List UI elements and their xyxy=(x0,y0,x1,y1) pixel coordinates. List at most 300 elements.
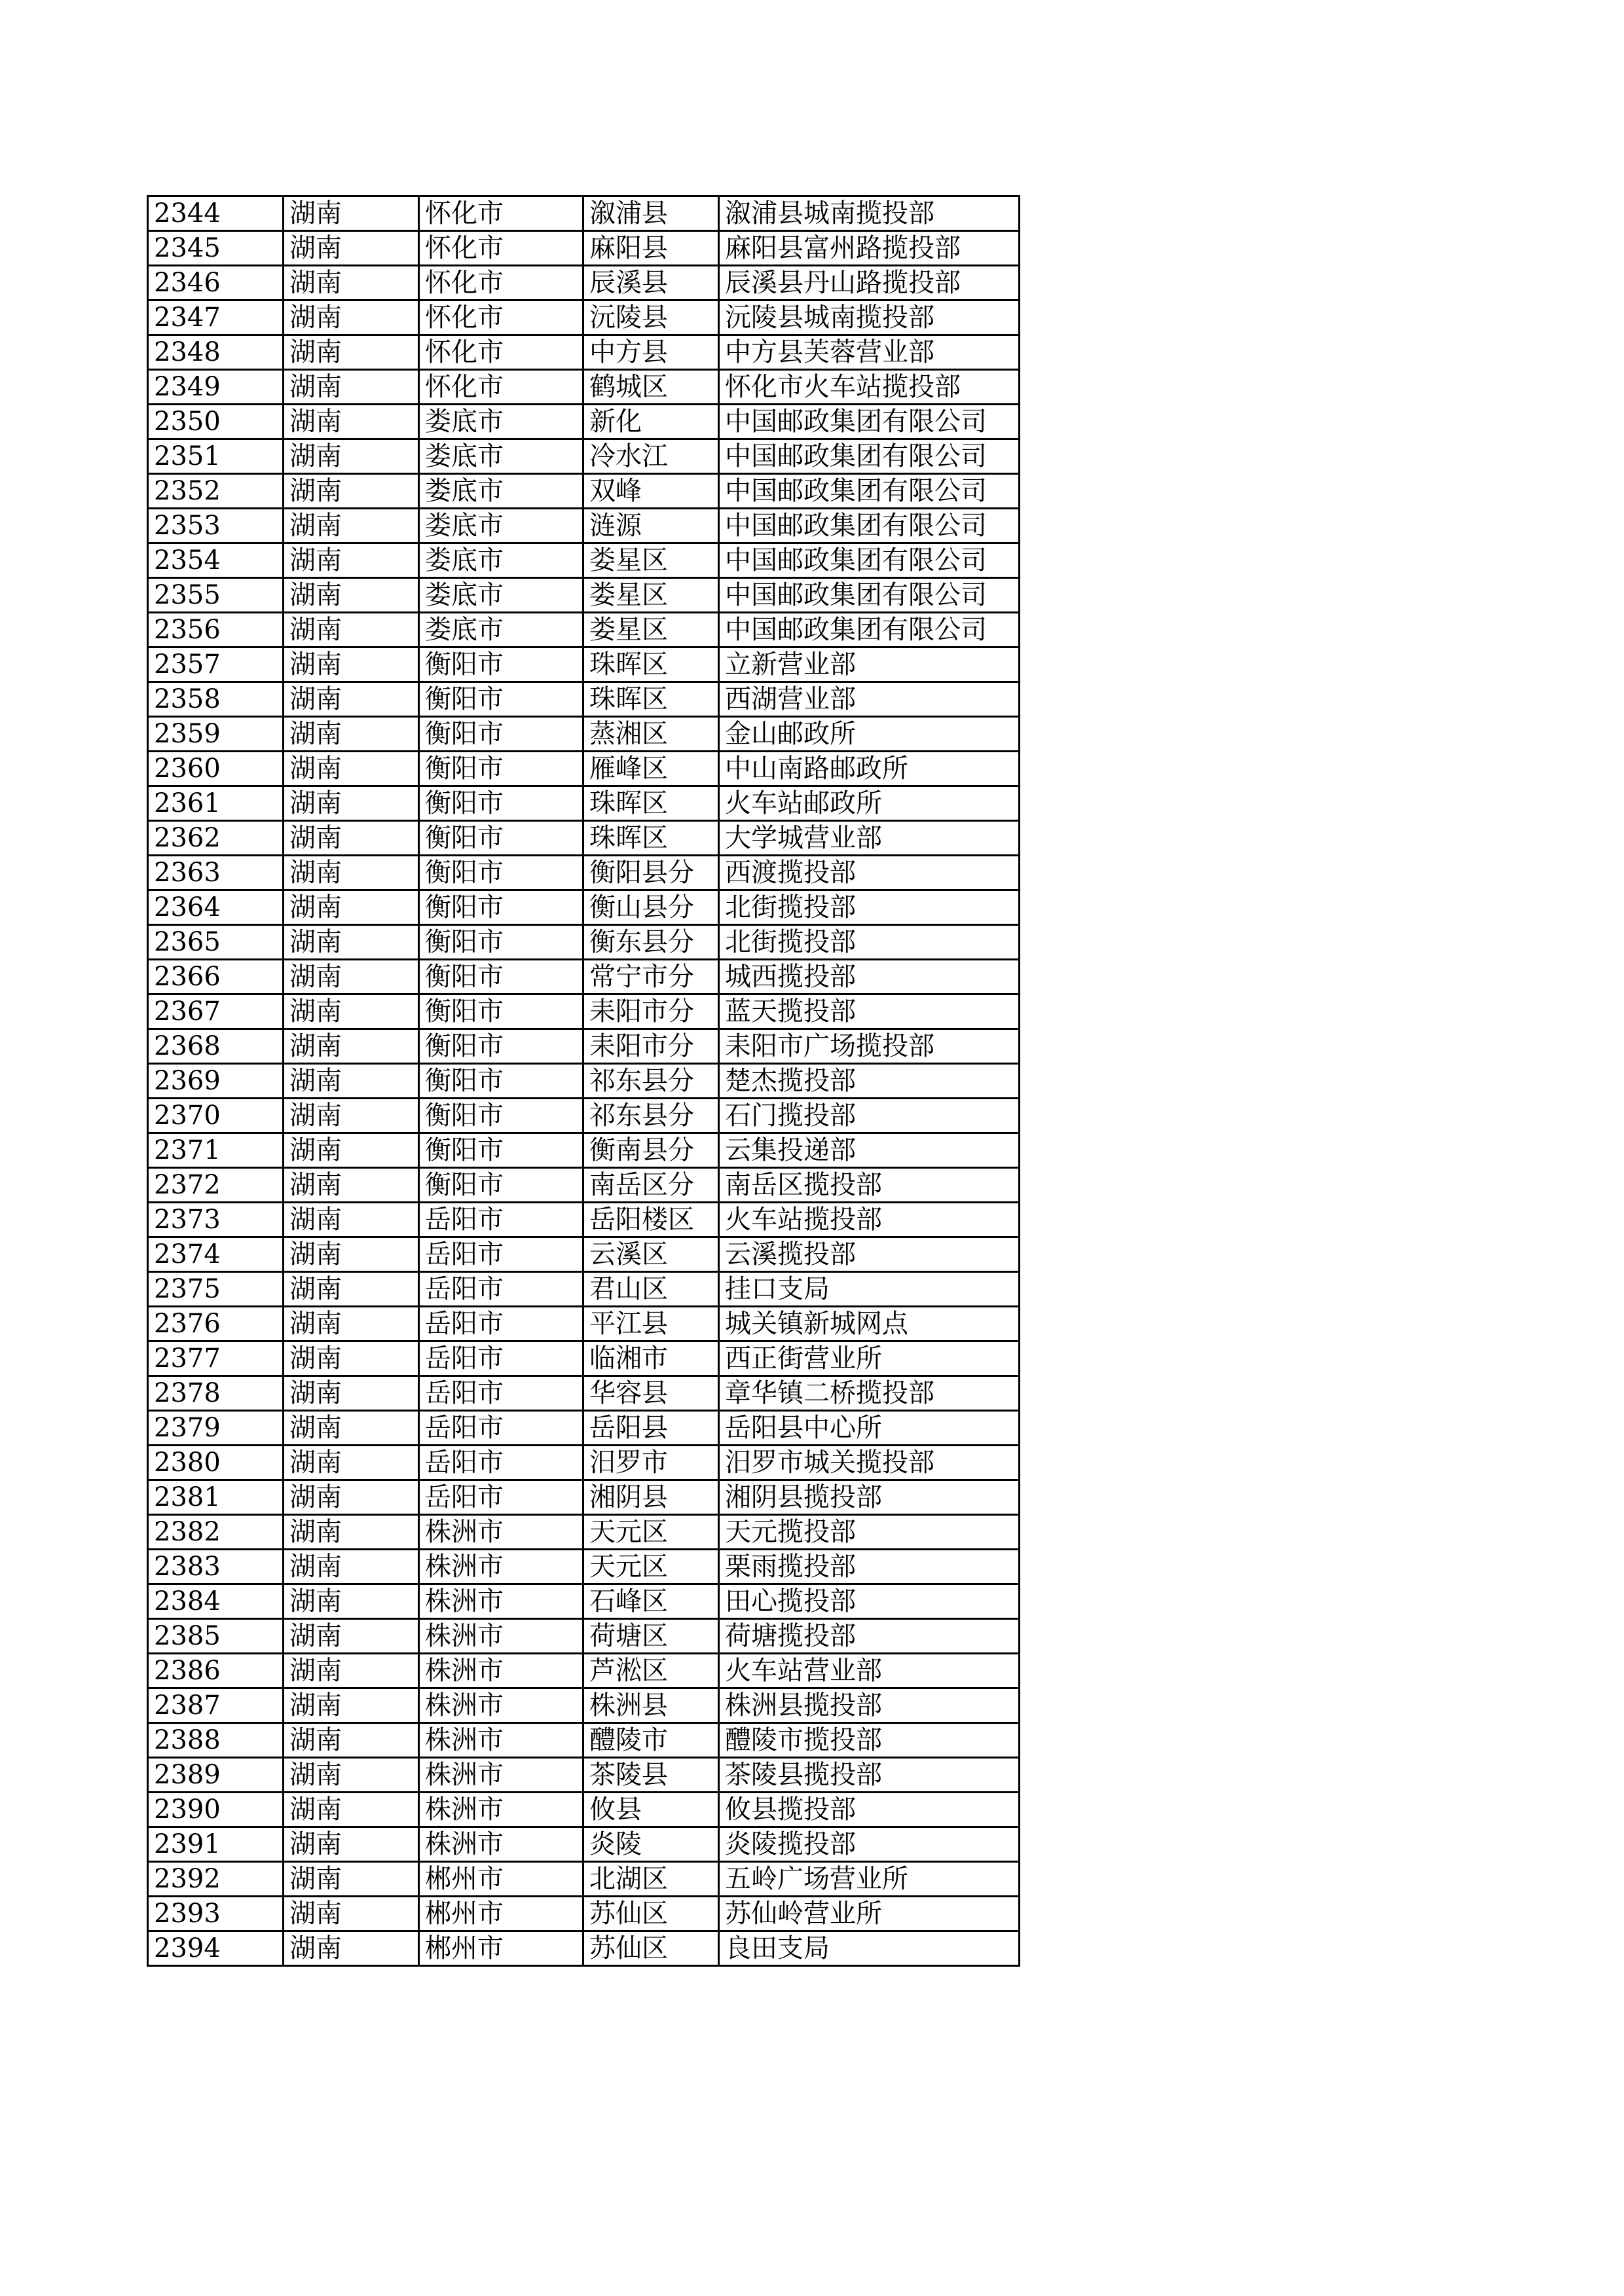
cell-city: 株洲市 xyxy=(419,1654,583,1688)
cell-id: 2356 xyxy=(148,613,284,647)
cell-province: 湖南 xyxy=(284,578,419,613)
cell-province: 湖南 xyxy=(284,266,419,301)
cell-district: 芦淞区 xyxy=(583,1654,719,1688)
cell-city: 衡阳市 xyxy=(419,1133,583,1168)
cell-district: 荷塘区 xyxy=(583,1619,719,1654)
cell-district: 双峰 xyxy=(583,474,719,509)
cell-id: 2390 xyxy=(148,1793,284,1827)
table-row xyxy=(148,231,1020,266)
cell-id: 2360 xyxy=(148,752,284,786)
cell-id: 2350 xyxy=(148,405,284,439)
cell-office: 岳阳县中心所 xyxy=(719,1411,1020,1446)
cell-city: 娄底市 xyxy=(419,474,583,509)
cell-district: 辰溪县 xyxy=(583,266,719,301)
cell-city: 衡阳市 xyxy=(419,1029,583,1064)
cell-province: 湖南 xyxy=(284,752,419,786)
cell-id: 2347 xyxy=(148,301,284,335)
cell-office: 怀化市火车站揽投部 xyxy=(719,370,1020,405)
cell-district: 君山区 xyxy=(583,1272,719,1307)
cell-city: 岳阳市 xyxy=(419,1237,583,1272)
cell-district: 新化 xyxy=(583,405,719,439)
table-row xyxy=(148,786,1020,821)
cell-city: 株洲市 xyxy=(419,1550,583,1584)
cell-city: 怀化市 xyxy=(419,301,583,335)
table-row xyxy=(148,647,1020,682)
cell-province: 湖南 xyxy=(284,890,419,925)
table-row xyxy=(148,1584,1020,1619)
cell-office: 章华镇二桥揽投部 xyxy=(719,1376,1020,1411)
cell-province: 湖南 xyxy=(284,1550,419,1584)
cell-office: 麻阳县富州路揽投部 xyxy=(719,231,1020,266)
table-row xyxy=(148,960,1020,994)
cell-province: 湖南 xyxy=(284,856,419,890)
cell-province: 湖南 xyxy=(284,474,419,509)
table-row xyxy=(148,1897,1020,1931)
cell-district: 天元区 xyxy=(583,1550,719,1584)
cell-office: 中国邮政集团有限公司 xyxy=(719,405,1020,439)
cell-id: 2392 xyxy=(148,1862,284,1897)
cell-office: 株洲县揽投部 xyxy=(719,1688,1020,1723)
cell-office: 楚杰揽投部 xyxy=(719,1064,1020,1099)
cell-city: 株洲市 xyxy=(419,1827,583,1862)
cell-city: 怀化市 xyxy=(419,266,583,301)
cell-city: 岳阳市 xyxy=(419,1376,583,1411)
table-row xyxy=(148,613,1020,647)
cell-province: 湖南 xyxy=(284,301,419,335)
table-row xyxy=(148,717,1020,752)
cell-city: 岳阳市 xyxy=(419,1307,583,1341)
cell-id: 2353 xyxy=(148,509,284,543)
cell-office: 南岳区揽投部 xyxy=(719,1168,1020,1203)
cell-province: 湖南 xyxy=(284,231,419,266)
table-row xyxy=(148,543,1020,578)
cell-city: 株洲市 xyxy=(419,1584,583,1619)
cell-city: 株洲市 xyxy=(419,1793,583,1827)
cell-office: 中国邮政集团有限公司 xyxy=(719,578,1020,613)
cell-city: 衡阳市 xyxy=(419,1168,583,1203)
cell-district: 衡阳县分 xyxy=(583,856,719,890)
table-row xyxy=(148,821,1020,856)
cell-province: 湖南 xyxy=(284,1307,419,1341)
cell-city: 株洲市 xyxy=(419,1758,583,1793)
cell-province: 湖南 xyxy=(284,370,419,405)
cell-id: 2363 xyxy=(148,856,284,890)
table-row xyxy=(148,1341,1020,1376)
cell-office: 火车站营业部 xyxy=(719,1654,1020,1688)
cell-district: 珠晖区 xyxy=(583,786,719,821)
cell-city: 岳阳市 xyxy=(419,1272,583,1307)
cell-province: 湖南 xyxy=(284,335,419,370)
cell-id: 2362 xyxy=(148,821,284,856)
cell-id: 2349 xyxy=(148,370,284,405)
cell-district: 衡山县分 xyxy=(583,890,719,925)
table-row xyxy=(148,925,1020,960)
cell-id: 2381 xyxy=(148,1480,284,1515)
table-row xyxy=(148,439,1020,474)
cell-district: 冷水江 xyxy=(583,439,719,474)
cell-district: 岳阳楼区 xyxy=(583,1203,719,1237)
cell-office: 蓝天揽投部 xyxy=(719,994,1020,1029)
cell-city: 株洲市 xyxy=(419,1723,583,1758)
cell-id: 2387 xyxy=(148,1688,284,1723)
cell-province: 湖南 xyxy=(284,1064,419,1099)
cell-office: 苏仙岭营业所 xyxy=(719,1897,1020,1931)
table-row xyxy=(148,405,1020,439)
table-row xyxy=(148,682,1020,717)
cell-province: 湖南 xyxy=(284,543,419,578)
cell-city: 衡阳市 xyxy=(419,717,583,752)
cell-city: 衡阳市 xyxy=(419,925,583,960)
cell-office: 五岭广场营业所 xyxy=(719,1862,1020,1897)
cell-district: 岳阳县 xyxy=(583,1411,719,1446)
cell-city: 郴州市 xyxy=(419,1897,583,1931)
table-row xyxy=(148,752,1020,786)
cell-city: 郴州市 xyxy=(419,1931,583,1966)
data-table xyxy=(147,195,1020,1967)
cell-office: 云集投递部 xyxy=(719,1133,1020,1168)
cell-office: 天元揽投部 xyxy=(719,1515,1020,1550)
cell-id: 2393 xyxy=(148,1897,284,1931)
cell-office: 中国邮政集团有限公司 xyxy=(719,613,1020,647)
cell-office: 火车站邮政所 xyxy=(719,786,1020,821)
cell-district: 株洲县 xyxy=(583,1688,719,1723)
cell-id: 2382 xyxy=(148,1515,284,1550)
table-row xyxy=(148,196,1020,231)
cell-district: 南岳区分 xyxy=(583,1168,719,1203)
cell-office: 醴陵市揽投部 xyxy=(719,1723,1020,1758)
cell-city: 衡阳市 xyxy=(419,821,583,856)
cell-province: 湖南 xyxy=(284,1619,419,1654)
cell-district: 云溪区 xyxy=(583,1237,719,1272)
cell-district: 常宁市分 xyxy=(583,960,719,994)
cell-city: 岳阳市 xyxy=(419,1480,583,1515)
cell-province: 湖南 xyxy=(284,196,419,231)
cell-office: 中国邮政集团有限公司 xyxy=(719,439,1020,474)
cell-office: 田心揽投部 xyxy=(719,1584,1020,1619)
cell-province: 湖南 xyxy=(284,1168,419,1203)
cell-id: 2378 xyxy=(148,1376,284,1411)
cell-office: 中山南路邮政所 xyxy=(719,752,1020,786)
cell-id: 2354 xyxy=(148,543,284,578)
cell-district: 鹤城区 xyxy=(583,370,719,405)
cell-id: 2359 xyxy=(148,717,284,752)
table-row xyxy=(148,1619,1020,1654)
cell-district: 茶陵县 xyxy=(583,1758,719,1793)
cell-district: 麻阳县 xyxy=(583,231,719,266)
cell-city: 衡阳市 xyxy=(419,960,583,994)
cell-id: 2369 xyxy=(148,1064,284,1099)
cell-district: 衡东县分 xyxy=(583,925,719,960)
cell-district: 平江县 xyxy=(583,1307,719,1341)
cell-district: 攸县 xyxy=(583,1793,719,1827)
cell-province: 湖南 xyxy=(284,1897,419,1931)
cell-province: 湖南 xyxy=(284,1341,419,1376)
cell-district: 珠晖区 xyxy=(583,821,719,856)
cell-office: 大学城营业部 xyxy=(719,821,1020,856)
cell-id: 2351 xyxy=(148,439,284,474)
cell-district: 天元区 xyxy=(583,1515,719,1550)
table-row xyxy=(148,1203,1020,1237)
cell-office: 辰溪县丹山路揽投部 xyxy=(719,266,1020,301)
cell-province: 湖南 xyxy=(284,1758,419,1793)
cell-province: 湖南 xyxy=(284,1515,419,1550)
cell-id: 2376 xyxy=(148,1307,284,1341)
cell-city: 怀化市 xyxy=(419,370,583,405)
table-row xyxy=(148,1688,1020,1723)
cell-district: 雁峰区 xyxy=(583,752,719,786)
cell-province: 湖南 xyxy=(284,1376,419,1411)
cell-city: 怀化市 xyxy=(419,335,583,370)
cell-city: 怀化市 xyxy=(419,231,583,266)
cell-id: 2358 xyxy=(148,682,284,717)
cell-city: 怀化市 xyxy=(419,196,583,231)
cell-office: 沅陵县城南揽投部 xyxy=(719,301,1020,335)
cell-province: 湖南 xyxy=(284,1793,419,1827)
cell-district: 祁东县分 xyxy=(583,1099,719,1133)
table-row xyxy=(148,266,1020,301)
cell-district: 珠晖区 xyxy=(583,647,719,682)
cell-office: 西湖营业部 xyxy=(719,682,1020,717)
cell-province: 湖南 xyxy=(284,613,419,647)
cell-id: 2394 xyxy=(148,1931,284,1966)
cell-id: 2391 xyxy=(148,1827,284,1862)
cell-province: 湖南 xyxy=(284,960,419,994)
cell-office: 石门揽投部 xyxy=(719,1099,1020,1133)
table-row xyxy=(148,1411,1020,1446)
cell-province: 湖南 xyxy=(284,509,419,543)
cell-office: 云溪揽投部 xyxy=(719,1237,1020,1272)
cell-province: 湖南 xyxy=(284,1237,419,1272)
cell-city: 娄底市 xyxy=(419,543,583,578)
table-row xyxy=(148,301,1020,335)
cell-city: 衡阳市 xyxy=(419,856,583,890)
cell-office: 中国邮政集团有限公司 xyxy=(719,543,1020,578)
cell-city: 娄底市 xyxy=(419,613,583,647)
cell-office: 中方县芙蓉营业部 xyxy=(719,335,1020,370)
cell-province: 湖南 xyxy=(284,647,419,682)
cell-province: 湖南 xyxy=(284,925,419,960)
cell-office: 良田支局 xyxy=(719,1931,1020,1966)
cell-province: 湖南 xyxy=(284,1723,419,1758)
cell-province: 湖南 xyxy=(284,821,419,856)
cell-id: 2357 xyxy=(148,647,284,682)
cell-id: 2375 xyxy=(148,1272,284,1307)
cell-district: 炎陵 xyxy=(583,1827,719,1862)
cell-province: 湖南 xyxy=(284,1654,419,1688)
cell-city: 娄底市 xyxy=(419,578,583,613)
cell-id: 2388 xyxy=(148,1723,284,1758)
cell-district: 临湘市 xyxy=(583,1341,719,1376)
cell-office: 炎陵揽投部 xyxy=(719,1827,1020,1862)
cell-province: 湖南 xyxy=(284,1827,419,1862)
cell-office: 挂口支局 xyxy=(719,1272,1020,1307)
cell-id: 2373 xyxy=(148,1203,284,1237)
cell-id: 2370 xyxy=(148,1099,284,1133)
cell-province: 湖南 xyxy=(284,786,419,821)
cell-office: 中国邮政集团有限公司 xyxy=(719,474,1020,509)
cell-city: 娄底市 xyxy=(419,405,583,439)
cell-office: 城关镇新城网点 xyxy=(719,1307,1020,1341)
cell-office: 立新营业部 xyxy=(719,647,1020,682)
table-row xyxy=(148,1550,1020,1584)
cell-id: 2367 xyxy=(148,994,284,1029)
cell-office: 北街揽投部 xyxy=(719,925,1020,960)
cell-district: 耒阳市分 xyxy=(583,1029,719,1064)
cell-id: 2374 xyxy=(148,1237,284,1272)
table-row xyxy=(148,1758,1020,1793)
cell-id: 2368 xyxy=(148,1029,284,1064)
cell-district: 苏仙区 xyxy=(583,1931,719,1966)
cell-province: 湖南 xyxy=(284,1862,419,1897)
cell-id: 2386 xyxy=(148,1654,284,1688)
table-row xyxy=(148,370,1020,405)
table-row xyxy=(148,1723,1020,1758)
cell-province: 湖南 xyxy=(284,1029,419,1064)
cell-district: 娄星区 xyxy=(583,613,719,647)
cell-province: 湖南 xyxy=(284,682,419,717)
cell-province: 湖南 xyxy=(284,1203,419,1237)
cell-district: 湘阴县 xyxy=(583,1480,719,1515)
table-row xyxy=(148,1029,1020,1064)
table-row xyxy=(148,1515,1020,1550)
cell-district: 溆浦县 xyxy=(583,196,719,231)
cell-office: 汨罗市城关揽投部 xyxy=(719,1446,1020,1480)
cell-province: 湖南 xyxy=(284,439,419,474)
cell-province: 湖南 xyxy=(284,1272,419,1307)
cell-district: 北湖区 xyxy=(583,1862,719,1897)
cell-province: 湖南 xyxy=(284,1584,419,1619)
cell-city: 衡阳市 xyxy=(419,1064,583,1099)
cell-city: 岳阳市 xyxy=(419,1203,583,1237)
cell-id: 2385 xyxy=(148,1619,284,1654)
cell-office: 茶陵县揽投部 xyxy=(719,1758,1020,1793)
cell-city: 衡阳市 xyxy=(419,890,583,925)
cell-id: 2348 xyxy=(148,335,284,370)
table-row xyxy=(148,994,1020,1029)
table-row xyxy=(148,1862,1020,1897)
cell-id: 2379 xyxy=(148,1411,284,1446)
cell-id: 2344 xyxy=(148,196,284,231)
cell-city: 衡阳市 xyxy=(419,752,583,786)
cell-district: 沅陵县 xyxy=(583,301,719,335)
table-row xyxy=(148,856,1020,890)
cell-id: 2365 xyxy=(148,925,284,960)
cell-id: 2380 xyxy=(148,1446,284,1480)
table-row xyxy=(148,335,1020,370)
cell-province: 湖南 xyxy=(284,994,419,1029)
cell-office: 西正街营业所 xyxy=(719,1341,1020,1376)
table-row xyxy=(148,1307,1020,1341)
table-row xyxy=(148,1376,1020,1411)
cell-district: 娄星区 xyxy=(583,578,719,613)
table-row xyxy=(148,1827,1020,1862)
cell-city: 郴州市 xyxy=(419,1862,583,1897)
cell-district: 中方县 xyxy=(583,335,719,370)
cell-city: 株洲市 xyxy=(419,1688,583,1723)
cell-office: 攸县揽投部 xyxy=(719,1793,1020,1827)
cell-province: 湖南 xyxy=(284,717,419,752)
table-row xyxy=(148,1168,1020,1203)
cell-province: 湖南 xyxy=(284,1446,419,1480)
table-body xyxy=(148,196,1020,1966)
cell-city: 娄底市 xyxy=(419,509,583,543)
cell-district: 涟源 xyxy=(583,509,719,543)
cell-office: 西渡揽投部 xyxy=(719,856,1020,890)
cell-office: 北街揽投部 xyxy=(719,890,1020,925)
cell-id: 2377 xyxy=(148,1341,284,1376)
cell-office: 荷塘揽投部 xyxy=(719,1619,1020,1654)
table-row xyxy=(148,1480,1020,1515)
table-row xyxy=(148,890,1020,925)
cell-district: 华容县 xyxy=(583,1376,719,1411)
cell-district: 祁东县分 xyxy=(583,1064,719,1099)
cell-city: 衡阳市 xyxy=(419,1099,583,1133)
cell-city: 娄底市 xyxy=(419,439,583,474)
cell-id: 2371 xyxy=(148,1133,284,1168)
cell-district: 蒸湘区 xyxy=(583,717,719,752)
table-row xyxy=(148,1272,1020,1307)
table-row xyxy=(148,1237,1020,1272)
cell-province: 湖南 xyxy=(284,1411,419,1446)
table-row xyxy=(148,1099,1020,1133)
cell-id: 2361 xyxy=(148,786,284,821)
cell-province: 湖南 xyxy=(284,1688,419,1723)
cell-id: 2346 xyxy=(148,266,284,301)
cell-id: 2383 xyxy=(148,1550,284,1584)
cell-city: 株洲市 xyxy=(419,1619,583,1654)
table-row xyxy=(148,1654,1020,1688)
cell-district: 汨罗市 xyxy=(583,1446,719,1480)
cell-office: 金山邮政所 xyxy=(719,717,1020,752)
cell-city: 岳阳市 xyxy=(419,1446,583,1480)
cell-province: 湖南 xyxy=(284,405,419,439)
cell-province: 湖南 xyxy=(284,1931,419,1966)
table-row xyxy=(148,578,1020,613)
table-row xyxy=(148,1446,1020,1480)
cell-city: 岳阳市 xyxy=(419,1411,583,1446)
table-row xyxy=(148,1931,1020,1966)
cell-city: 岳阳市 xyxy=(419,1341,583,1376)
cell-city: 株洲市 xyxy=(419,1515,583,1550)
cell-province: 湖南 xyxy=(284,1133,419,1168)
cell-id: 2345 xyxy=(148,231,284,266)
cell-district: 珠晖区 xyxy=(583,682,719,717)
cell-id: 2384 xyxy=(148,1584,284,1619)
table-row xyxy=(148,1793,1020,1827)
cell-id: 2355 xyxy=(148,578,284,613)
cell-id: 2366 xyxy=(148,960,284,994)
cell-office: 中国邮政集团有限公司 xyxy=(719,509,1020,543)
cell-office: 溆浦县城南揽投部 xyxy=(719,196,1020,231)
cell-district: 耒阳市分 xyxy=(583,994,719,1029)
cell-district: 苏仙区 xyxy=(583,1897,719,1931)
cell-province: 湖南 xyxy=(284,1099,419,1133)
cell-office: 栗雨揽投部 xyxy=(719,1550,1020,1584)
table-row xyxy=(148,1064,1020,1099)
table-row xyxy=(148,509,1020,543)
cell-office: 湘阴县揽投部 xyxy=(719,1480,1020,1515)
cell-office: 耒阳市广场揽投部 xyxy=(719,1029,1020,1064)
cell-office: 火车站揽投部 xyxy=(719,1203,1020,1237)
cell-city: 衡阳市 xyxy=(419,786,583,821)
cell-district: 衡南县分 xyxy=(583,1133,719,1168)
cell-city: 衡阳市 xyxy=(419,647,583,682)
cell-office: 城西揽投部 xyxy=(719,960,1020,994)
cell-id: 2372 xyxy=(148,1168,284,1203)
cell-district: 醴陵市 xyxy=(583,1723,719,1758)
cell-city: 衡阳市 xyxy=(419,994,583,1029)
cell-id: 2364 xyxy=(148,890,284,925)
